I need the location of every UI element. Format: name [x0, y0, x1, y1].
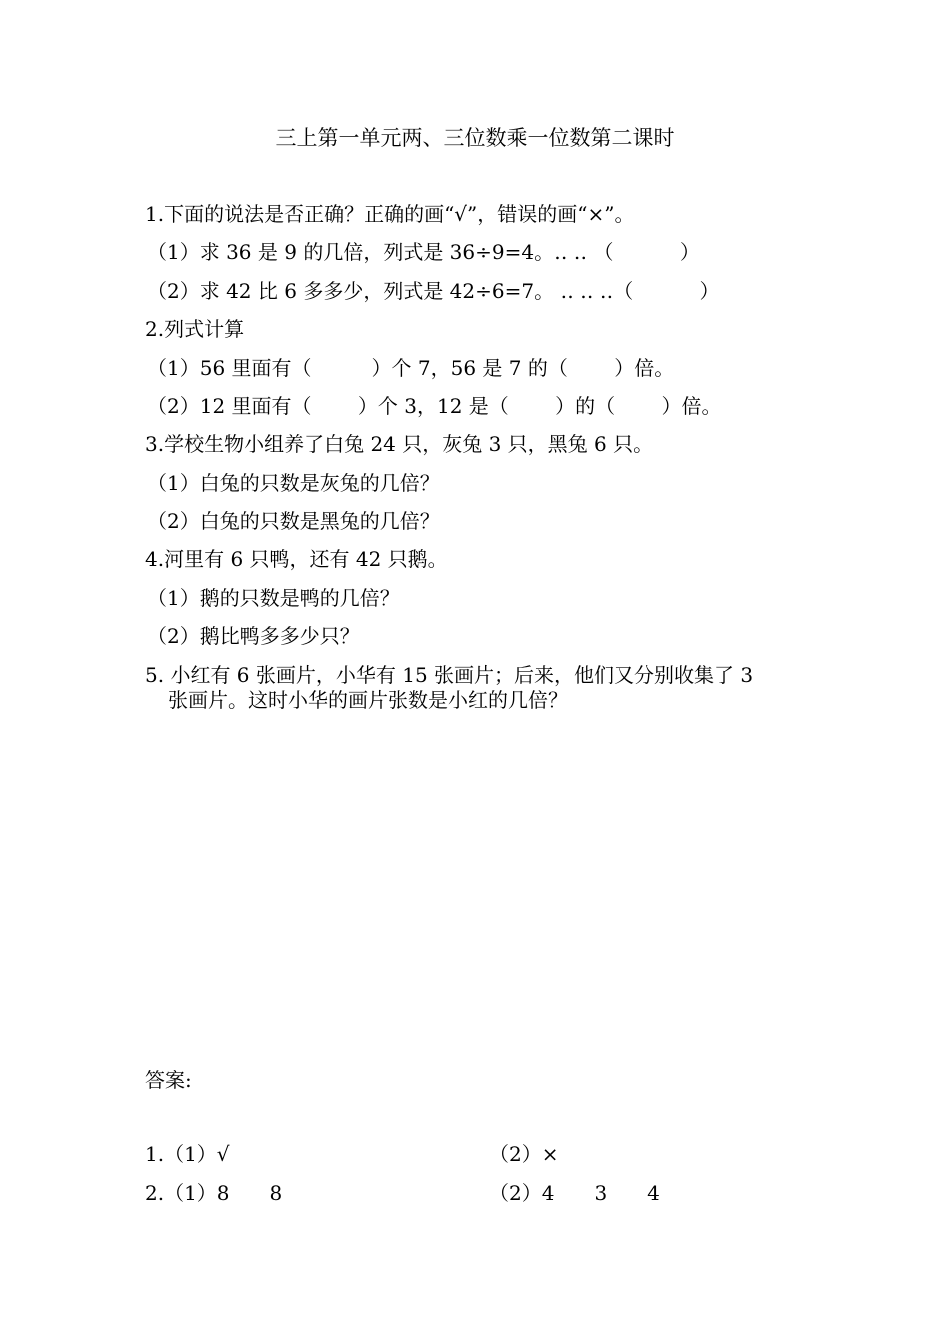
- question-4-part-2: （2）鹅比鸭多多少只？: [147, 624, 360, 648]
- answer-2-part-1: 2.（1）8 8: [145, 1181, 283, 1205]
- answer-1-part-1: 1.（1）√: [145, 1142, 230, 1166]
- answer-1-part-2: （2）×: [489, 1142, 559, 1166]
- question-5-line-2: 张画片。这时小华的画片张数是小红的几倍？: [168, 688, 568, 712]
- question-3-part-2: （2）白兔的只数是黑兔的几倍？: [147, 509, 440, 533]
- question-1-part-2: （2）求 42 比 6 多多少，列式是 42÷6=7。 ‥ ‥ ‥（ ）: [147, 279, 720, 303]
- question-5-line-1: 5. 小红有 6 张画片，小华有 15 张画片；后来，他们又分别收集了 3: [145, 663, 754, 687]
- question-3-part-1: （1）白兔的只数是灰兔的几倍？: [147, 471, 440, 495]
- page-title: 三上第一单元两、三位数乘一位数第二课时: [275, 126, 675, 150]
- question-4-part-1: （1）鹅的只数是鸭的几倍？: [147, 586, 400, 610]
- question-2-part-2: （2）12 里面有（ ）个 3，12 是（ ）的（ ）倍。: [147, 394, 722, 418]
- answer-2-part-2: （2）4 3 4: [489, 1181, 660, 1205]
- question-2: 2.列式计算: [145, 317, 245, 341]
- question-1: 1.下面的说法是否正确？正确的画“√”，错误的画“×”。: [145, 202, 635, 226]
- question-4: 4.河里有 6 只鸭，还有 42 只鹅。: [145, 547, 448, 571]
- question-2-part-1: （1）56 里面有（ ）个 7，56 是 7 的（ ）倍。: [147, 356, 675, 380]
- answers-heading: 答案:: [145, 1068, 192, 1092]
- question-1-part-1: （1）求 36 是 9 的几倍，列式是 36÷9=4。‥ ‥ （ ）: [147, 240, 700, 264]
- question-3: 3.学校生物小组养了白兔 24 只，灰兔 3 只，黑兔 6 只。: [145, 432, 654, 456]
